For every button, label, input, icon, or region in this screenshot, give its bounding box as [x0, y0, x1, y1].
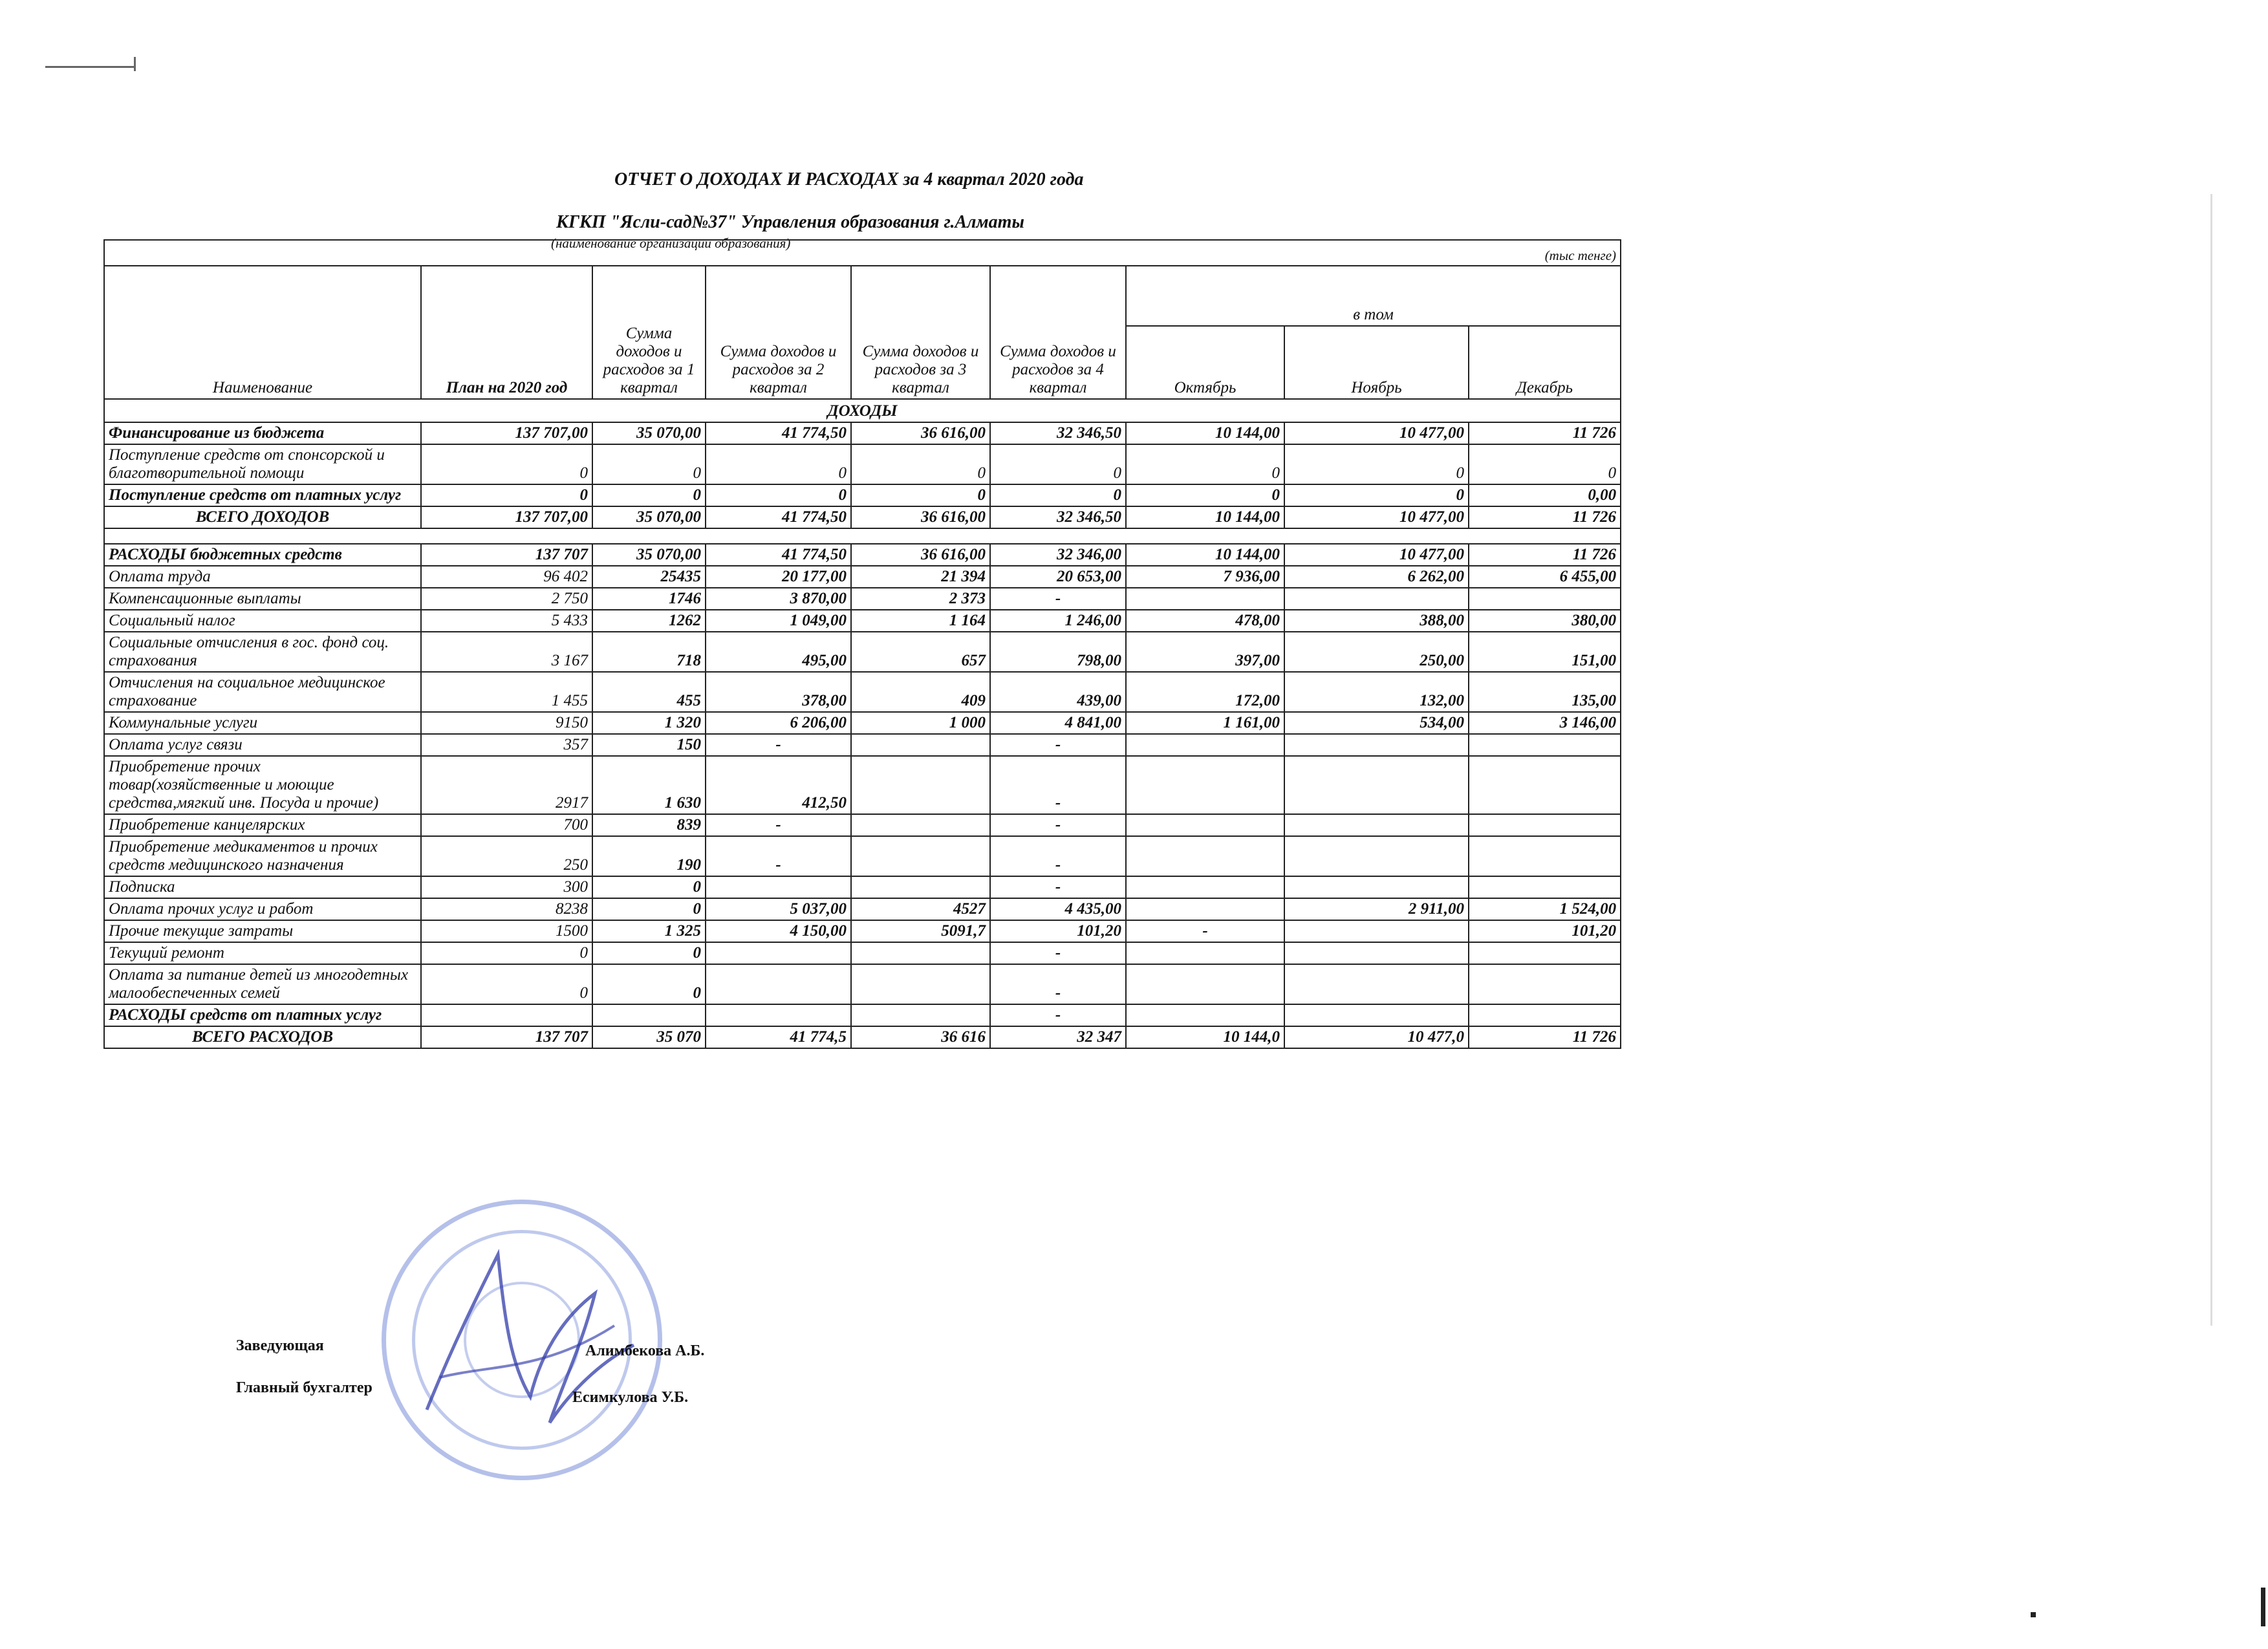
cell-q2: -	[706, 836, 851, 876]
spacer-row	[104, 528, 1621, 544]
cell-q2	[706, 876, 851, 898]
cell-q4: 4 841,00	[990, 712, 1126, 734]
cell-nov	[1284, 734, 1469, 756]
cell-q2: 495,00	[706, 632, 851, 672]
row-label: Финансирование из бюджета	[104, 422, 421, 444]
cell-dec: 380,00	[1469, 610, 1621, 632]
cell-q4: 32 346,00	[990, 544, 1126, 566]
cell-oct: 10 144,00	[1126, 544, 1284, 566]
cell-plan: 357	[421, 734, 592, 756]
cell-plan: 8238	[421, 898, 592, 920]
cell-q2	[706, 942, 851, 964]
cell-q1: 0	[592, 898, 706, 920]
cell-dec	[1469, 964, 1621, 1004]
cell-q4: -	[990, 964, 1126, 1004]
expense_rows-row	[104, 712, 1621, 734]
cell-oct: 478,00	[1126, 610, 1284, 632]
cell-oct	[1126, 898, 1284, 920]
cell-nov	[1284, 814, 1469, 836]
cell-q1: 35 070,00	[592, 506, 706, 528]
income_rows-row	[104, 484, 1621, 506]
cell-nov: 10 477,00	[1284, 422, 1469, 444]
header-q1: Сумма доходов и расходов за 1 квартал	[592, 266, 706, 399]
cell-dec: 151,00	[1469, 632, 1621, 672]
cell-dec: 11 726	[1469, 1026, 1621, 1048]
cell-plan: 250	[421, 836, 592, 876]
cell-q2: 3 870,00	[706, 588, 851, 610]
cell-q3: 409	[851, 672, 990, 712]
cell-plan: 0	[421, 444, 592, 484]
cell-q4: 439,00	[990, 672, 1126, 712]
cell-q4: 20 653,00	[990, 566, 1126, 588]
cell-q2: 41 774,50	[706, 544, 851, 566]
cell-dec	[1469, 734, 1621, 756]
cell-plan: 137 707,00	[421, 422, 592, 444]
cell-q3	[851, 814, 990, 836]
cell-q1: 0	[592, 484, 706, 506]
cell-dec: 0,00	[1469, 484, 1621, 506]
row-label: Компенсационные выплаты	[104, 588, 421, 610]
expense_rows-row	[104, 756, 1621, 814]
cell-nov	[1284, 876, 1469, 898]
spacer-cell	[104, 528, 1621, 544]
cell-nov: 0	[1284, 444, 1469, 484]
cell-nov: 10 477,0	[1284, 1026, 1469, 1048]
cell-q1: 1 630	[592, 756, 706, 814]
income_rows-row	[104, 422, 1621, 444]
cell-q4: -	[990, 814, 1126, 836]
expense_rows-row	[104, 814, 1621, 836]
cell-q1: 0	[592, 964, 706, 1004]
signature-role: Главный бухгалтер	[236, 1379, 373, 1396]
cell-q2: 41 774,50	[706, 422, 851, 444]
row-label: ВСЕГО ДОХОДОВ	[104, 506, 421, 528]
income_rows-row	[104, 444, 1621, 484]
cell-q1: 35 070,00	[592, 544, 706, 566]
cell-q1: 1 325	[592, 920, 706, 942]
cell-q4: -	[990, 588, 1126, 610]
cell-nov	[1284, 588, 1469, 610]
header-q4: Сумма доходов и расходов за 4 квартал	[990, 266, 1126, 399]
cell-oct: 7 936,00	[1126, 566, 1284, 588]
cell-oct: 10 144,00	[1126, 422, 1284, 444]
cell-q2: 412,50	[706, 756, 851, 814]
row-label: Оплата за питание детей из многодетных малообеспеченных семей	[104, 964, 421, 1004]
cell-plan: 2917	[421, 756, 592, 814]
cell-plan: 2 750	[421, 588, 592, 610]
cell-q3	[851, 734, 990, 756]
cell-oct	[1126, 814, 1284, 836]
cell-q4: -	[990, 1004, 1126, 1026]
cell-q3	[851, 756, 990, 814]
cell-nov	[1284, 836, 1469, 876]
report-table-body	[104, 240, 1621, 1048]
cell-q3: 0	[851, 444, 990, 484]
row-label: РАСХОДЫ средств от платных услуг	[104, 1004, 421, 1026]
cell-dec	[1469, 756, 1621, 814]
section-income-title: ДОХОДЫ	[104, 399, 1621, 422]
row-label: Оплата услуг связи	[104, 734, 421, 756]
cell-q3: 1 000	[851, 712, 990, 734]
income_rows-row	[104, 506, 1621, 528]
expense_rows-row	[104, 836, 1621, 876]
expense_rows-row	[104, 734, 1621, 756]
cell-q1: 1262	[592, 610, 706, 632]
cell-q4: 0	[990, 484, 1126, 506]
header-plan: План на 2020 год	[421, 266, 592, 399]
cell-oct	[1126, 1004, 1284, 1026]
row-label: РАСХОДЫ бюджетных средств	[104, 544, 421, 566]
cell-q1: 718	[592, 632, 706, 672]
row-label: Социальный налог	[104, 610, 421, 632]
expense_rows-row	[104, 566, 1621, 588]
cell-dec	[1469, 588, 1621, 610]
cell-dec: 0	[1469, 444, 1621, 484]
cell-q3: 36 616	[851, 1026, 990, 1048]
cell-q2: 1 049,00	[706, 610, 851, 632]
cell-q2: 5 037,00	[706, 898, 851, 920]
cell-oct: -	[1126, 920, 1284, 942]
signature-person: Есимкулова У.Б.	[572, 1389, 689, 1406]
scan-dot	[2031, 1612, 2036, 1617]
cell-dec	[1469, 942, 1621, 964]
expense_rows-row	[104, 920, 1621, 942]
cell-nov: 534,00	[1284, 712, 1469, 734]
cell-oct	[1126, 876, 1284, 898]
cell-q2: 0	[706, 444, 851, 484]
cell-q2	[706, 964, 851, 1004]
row-label: Коммунальные услуги	[104, 712, 421, 734]
expense_rows-row	[104, 610, 1621, 632]
cell-oct: 172,00	[1126, 672, 1284, 712]
row-label: Оплата труда	[104, 566, 421, 588]
cell-q4: -	[990, 836, 1126, 876]
expense_rows-row	[104, 898, 1621, 920]
cell-dec: 135,00	[1469, 672, 1621, 712]
cell-nov: 388,00	[1284, 610, 1469, 632]
header-october: Октябрь	[1126, 326, 1284, 399]
cell-q3: 657	[851, 632, 990, 672]
cell-oct: 0	[1126, 444, 1284, 484]
cell-q3	[851, 964, 990, 1004]
cell-q2: 378,00	[706, 672, 851, 712]
report-table	[103, 239, 1621, 1049]
cell-oct	[1126, 836, 1284, 876]
cell-q2: 6 206,00	[706, 712, 851, 734]
cell-q3	[851, 836, 990, 876]
signature-director	[236, 1337, 705, 1359]
cell-q1: 1 320	[592, 712, 706, 734]
cell-oct: 10 144,00	[1126, 506, 1284, 528]
staple-mark	[45, 57, 136, 68]
cell-plan: 137 707	[421, 544, 592, 566]
cell-q1: 190	[592, 836, 706, 876]
expense_rows-row	[104, 544, 1621, 566]
cell-q1	[592, 1004, 706, 1026]
cell-plan: 1500	[421, 920, 592, 942]
cell-plan: 5 433	[421, 610, 592, 632]
cell-q2: -	[706, 814, 851, 836]
cell-q1: 0	[592, 876, 706, 898]
cell-nov: 6 262,00	[1284, 566, 1469, 588]
cell-q4: 32 346,50	[990, 422, 1126, 444]
signature-role: Заведующая	[236, 1337, 324, 1354]
cell-q2: 41 774,5	[706, 1026, 851, 1048]
header-including: в том	[1126, 266, 1621, 326]
cell-plan: 0	[421, 942, 592, 964]
cell-plan: 1 455	[421, 672, 592, 712]
cell-nov: 0	[1284, 484, 1469, 506]
cell-q1: 455	[592, 672, 706, 712]
organization-name: КГКП "Ясли-сад№37" Управления образования г.Алматы	[556, 212, 1024, 232]
row-label: Приобретение канцелярских	[104, 814, 421, 836]
cell-q1: 150	[592, 734, 706, 756]
cell-plan: 0	[421, 484, 592, 506]
cell-oct	[1126, 734, 1284, 756]
cell-plan: 137 707	[421, 1026, 592, 1048]
cell-plan: 300	[421, 876, 592, 898]
cell-q4: -	[990, 734, 1126, 756]
scan-corner-mark	[2197, 39, 2268, 91]
organization-note: (наименование организации образования)	[551, 235, 791, 251]
cell-q4: 32 347	[990, 1026, 1126, 1048]
expense_rows-row	[104, 876, 1621, 898]
cell-q3: 2 373	[851, 588, 990, 610]
cell-plan: 3 167	[421, 632, 592, 672]
scan-edge-mark	[2261, 1588, 2265, 1626]
expense_rows-row	[104, 672, 1621, 712]
cell-q4: -	[990, 876, 1126, 898]
header-q3: Сумма доходов и расходов за 3 квартал	[851, 266, 990, 399]
row-label: Прочие текущие затраты	[104, 920, 421, 942]
cell-dec: 3 146,00	[1469, 712, 1621, 734]
cell-nov	[1284, 1004, 1469, 1026]
expense_rows-row	[104, 588, 1621, 610]
cell-q1: 0	[592, 444, 706, 484]
cell-nov: 250,00	[1284, 632, 1469, 672]
cell-q3: 5091,7	[851, 920, 990, 942]
cell-oct	[1126, 964, 1284, 1004]
cell-q3: 0	[851, 484, 990, 506]
expense_rows-row	[104, 942, 1621, 964]
row-label: Поступление средств от платных услуг	[104, 484, 421, 506]
cell-q1: 35 070	[592, 1026, 706, 1048]
unit-label: (тыс тенге)	[1544, 248, 1617, 264]
header-name: Наименование	[104, 266, 421, 399]
cell-dec: 6 455,00	[1469, 566, 1621, 588]
cell-dec	[1469, 1004, 1621, 1026]
cell-oct: 1 161,00	[1126, 712, 1284, 734]
row-label: Социальные отчисления в гос. фонд соц. страхования	[104, 632, 421, 672]
cell-q1: 0	[592, 942, 706, 964]
cell-q4: 4 435,00	[990, 898, 1126, 920]
header-december: Декабрь	[1469, 326, 1621, 399]
row-label: Подписка	[104, 876, 421, 898]
signature-person: Алимбекова А.Б.	[585, 1342, 705, 1359]
cell-q3	[851, 1004, 990, 1026]
cell-oct: 0	[1126, 484, 1284, 506]
cell-nov: 10 477,00	[1284, 506, 1469, 528]
unit-cell	[104, 240, 1621, 266]
cell-nov	[1284, 920, 1469, 942]
cell-q4: -	[990, 756, 1126, 814]
expense_rows-row	[104, 632, 1621, 672]
cell-q2: 4 150,00	[706, 920, 851, 942]
cell-q2: 41 774,50	[706, 506, 851, 528]
cell-dec: 11 726	[1469, 544, 1621, 566]
header-row-1	[104, 266, 1621, 326]
cell-plan: 0	[421, 964, 592, 1004]
scan-shadow-line	[2210, 194, 2212, 1326]
row-label: Оплата прочих услуг и работ	[104, 898, 421, 920]
cell-q3: 4527	[851, 898, 990, 920]
row-label: ВСЕГО РАСХОДОВ	[104, 1026, 421, 1048]
cell-dec	[1469, 836, 1621, 876]
cell-dec: 11 726	[1469, 422, 1621, 444]
header-unit-row	[104, 240, 1621, 266]
row-label: Приобретение медикаментов и прочих средств медицинского назначения	[104, 836, 421, 876]
cell-plan: 137 707,00	[421, 506, 592, 528]
cell-oct	[1126, 942, 1284, 964]
cell-q4: 798,00	[990, 632, 1126, 672]
report-title: ОТЧЕТ О ДОХОДАХ И РАСХОДАХ за 4 квартал 2020 года	[614, 169, 1084, 189]
cell-dec: 11 726	[1469, 506, 1621, 528]
header-november: Ноябрь	[1284, 326, 1469, 399]
cell-nov	[1284, 756, 1469, 814]
cell-oct	[1126, 756, 1284, 814]
row-label: Текущий ремонт	[104, 942, 421, 964]
expense_rows-row	[104, 1026, 1621, 1048]
expense_rows-row	[104, 964, 1621, 1004]
header-q2: Сумма доходов и расходов за 2 квартал	[706, 266, 851, 399]
cell-dec	[1469, 876, 1621, 898]
cell-q2: 20 177,00	[706, 566, 851, 588]
cell-plan: 700	[421, 814, 592, 836]
row-label: Приобретение прочих товар(хозяйственные и моющие средства,мягкий инв. Посуда и прочие)	[104, 756, 421, 814]
official-stamp	[382, 1200, 662, 1480]
cell-q3	[851, 942, 990, 964]
cell-q3: 21 394	[851, 566, 990, 588]
cell-nov: 10 477,00	[1284, 544, 1469, 566]
cell-q2: -	[706, 734, 851, 756]
cell-nov: 132,00	[1284, 672, 1469, 712]
cell-nov	[1284, 942, 1469, 964]
cell-q1: 35 070,00	[592, 422, 706, 444]
cell-dec: 1 524,00	[1469, 898, 1621, 920]
cell-oct: 10 144,0	[1126, 1026, 1284, 1048]
cell-q4: 32 346,50	[990, 506, 1126, 528]
expense_rows-row	[104, 1004, 1621, 1026]
cell-nov: 2 911,00	[1284, 898, 1469, 920]
cell-q4: -	[990, 942, 1126, 964]
cell-plan	[421, 1004, 592, 1026]
handwritten-signature	[401, 1216, 647, 1449]
cell-q1: 1746	[592, 588, 706, 610]
row-label: Отчисления на социальное медицинское страхование	[104, 672, 421, 712]
row-label: Поступление средств от спонсорской и благотворительной помощи	[104, 444, 421, 484]
signature-accountant	[236, 1379, 689, 1406]
cell-q3: 1 164	[851, 610, 990, 632]
cell-q3: 36 616,00	[851, 544, 990, 566]
cell-q4: 0	[990, 444, 1126, 484]
cell-dec	[1469, 814, 1621, 836]
cell-oct: 397,00	[1126, 632, 1284, 672]
cell-q4: 101,20	[990, 920, 1126, 942]
section-income-row	[104, 399, 1621, 422]
cell-plan: 9150	[421, 712, 592, 734]
cell-q1: 25435	[592, 566, 706, 588]
cell-q3: 36 616,00	[851, 506, 990, 528]
cell-dec: 101,20	[1469, 920, 1621, 942]
cell-q3: 36 616,00	[851, 422, 990, 444]
cell-nov	[1284, 964, 1469, 1004]
cell-oct	[1126, 588, 1284, 610]
cell-plan: 96 402	[421, 566, 592, 588]
cell-q1: 839	[592, 814, 706, 836]
cell-q3	[851, 876, 990, 898]
cell-q2	[706, 1004, 851, 1026]
cell-q2: 0	[706, 484, 851, 506]
cell-q4: 1 246,00	[990, 610, 1126, 632]
